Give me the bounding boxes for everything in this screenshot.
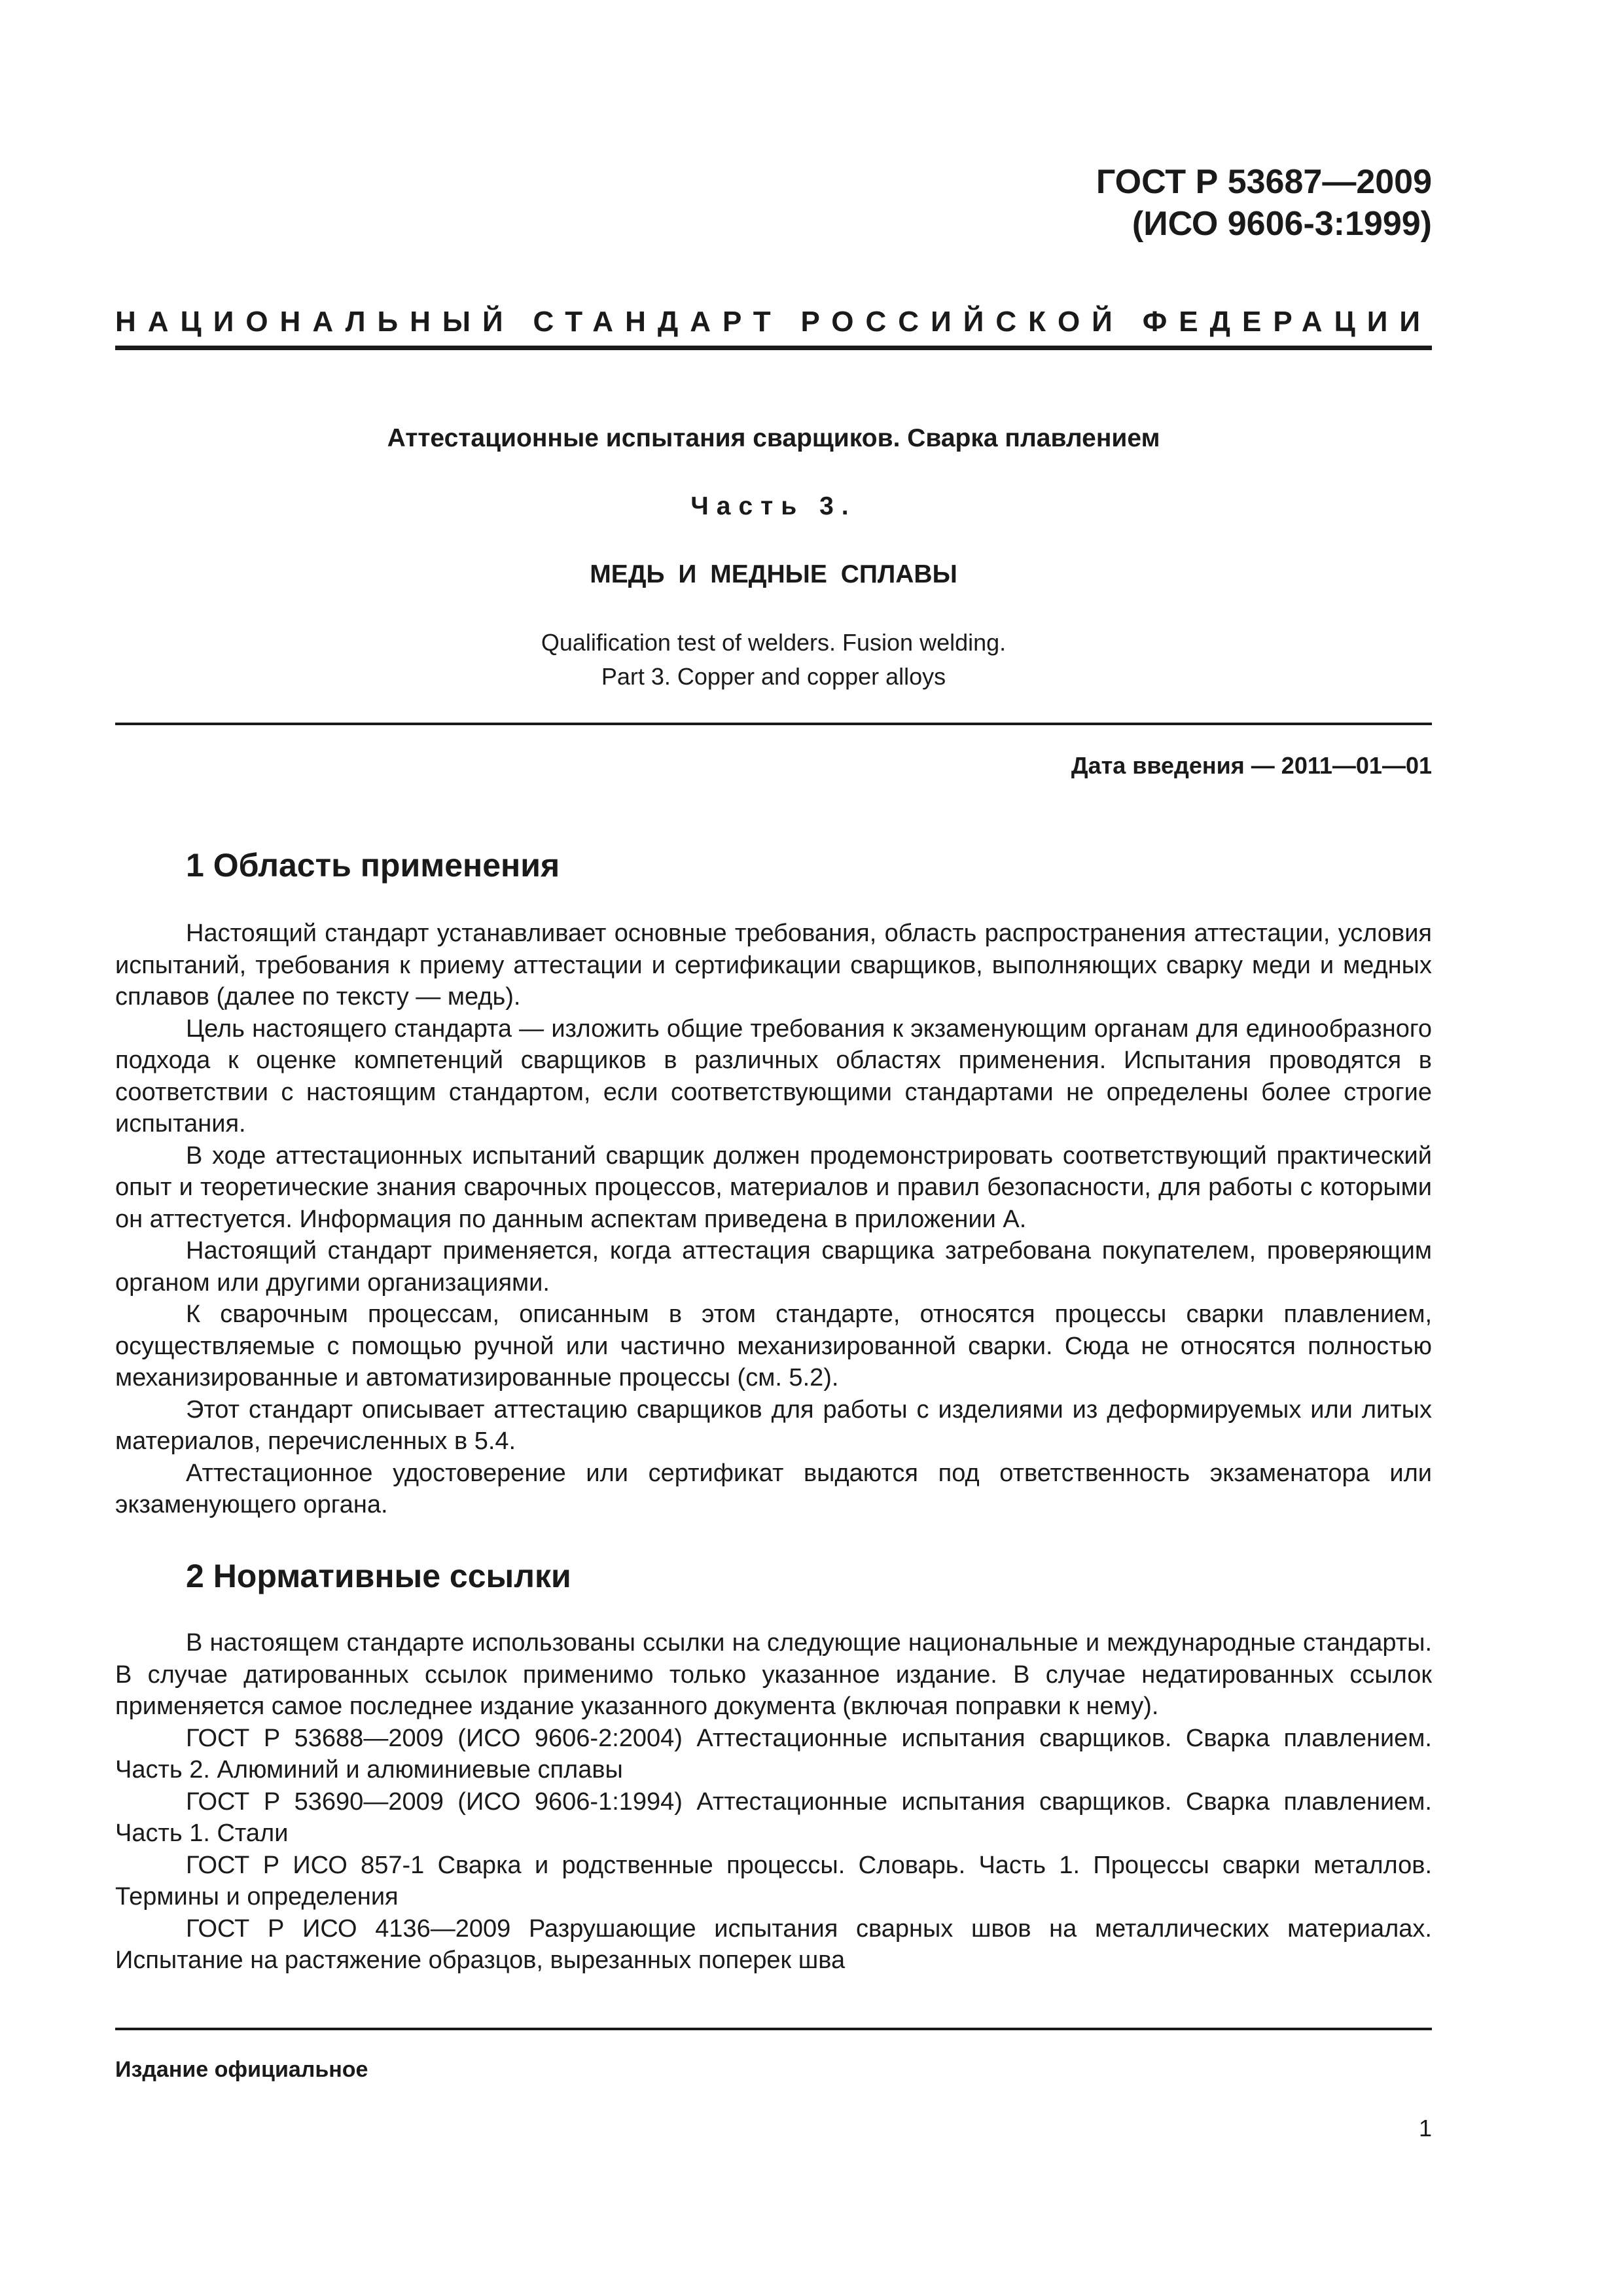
section1-body (115, 918, 1432, 1521)
english-title-line1: Qualification test of welders. Fusion welding. (541, 629, 1007, 656)
section1-paragraph: Настоящий стандарт применяется, когда аттестация сварщика затребована покупателем, проверяющим органом или другими организациями. (115, 1237, 1432, 1297)
section2-heading: 2 Нормативные ссылки (186, 1558, 571, 1594)
date-of-introduction: Дата введения — 2011—01—01 (1071, 752, 1432, 779)
national-title-word1: НАЦИОНАЛЬНЫЙ (115, 306, 515, 338)
section1-paragraph: Аттестационное удостоверение или сертификат выдаются под ответственность экзаменатора или экзаменующего органа. (115, 1459, 1432, 1518)
title-rule (115, 723, 1432, 725)
page-number: 1 (1418, 2115, 1432, 2142)
section2-paragraph: В настоящем стандарте использованы ссылки на следующие национальные и международные стандарты. В случае датированных ссылок применимо только указанное издание. В случае недатированных ссылок применяется самое последнее издание указанного документа (включая поправки к нему). (115, 1629, 1432, 1720)
official-edition-label: Издание официальное (115, 2057, 368, 2082)
standard-title: Аттестационные испытания сварщиков. Сварка плавлением (387, 424, 1160, 452)
national-standard-title (115, 302, 1432, 342)
document-code-line2: (ИСО 9606-3:1999) (1132, 205, 1432, 243)
section2-body (115, 1627, 1432, 1977)
header-rule (115, 346, 1432, 350)
section1-heading: 1 Область применения (186, 847, 560, 884)
document-code-line1: ГОСТ Р 53687—2009 (1096, 163, 1432, 201)
footer-rule (115, 2028, 1432, 2030)
national-title-word2: СТАНДАРТ (533, 306, 783, 338)
reference-item: ГОСТ Р ИСО 857-1 Сварка и родственные процессы. Словарь. Часть 1. Процессы сварки металлов. Термины и определения (115, 1851, 1432, 1910)
section1-paragraph: К сварочным процессам, описанным в этом стандарте, относятся процессы сварки плавлением, осуществляемые с помощью ручной или частично механизированной сварки. Сюда не относятся полностью механизированные и автоматизированные процессы (см. 5.2). (115, 1300, 1432, 1391)
standard-part: Часть 3. (690, 492, 857, 520)
national-title-word3: РОССИЙСКОЙ (800, 306, 1124, 338)
reference-item: ГОСТ Р 53688—2009 (ИСО 9606-2:2004) Аттестационные испытания сварщиков. Сварка плавлением. Часть 2. Алюминий и алюминиевые сплавы (115, 1724, 1432, 1784)
document-code (1096, 161, 1432, 245)
national-title-word4: ФЕДЕРАЦИИ (1142, 306, 1432, 338)
section1-paragraph: В ходе аттестационных испытаний сварщик должен продемонстрировать соответствующий практический опыт и теоретические знания сварочных процессов, материалов и правил безопасности, для работы с которыми он аттестуется. Информация по данным аспектам приведена в приложении А. (115, 1141, 1432, 1233)
section1-paragraph: Цель настоящего стандарта — изложить общие требования к экзаменующим органам для единообразного подхода к оценке компетенций сварщиков в различных областях применения. Испытания проводятся в соответствии с настоящим стандартом, если соответствующими стандартами не определены более строгие испытания. (115, 1014, 1432, 1138)
english-title (115, 626, 1432, 694)
english-title-line2: Part 3. Copper and copper alloys (601, 663, 946, 690)
section1-paragraph: Настоящий стандарт устанавливает основные требования, область распространения аттестации, условия испытаний, требования к приему аттестации и сертификации сварщиков, выполняющих сварку меди и медных сплавов (далее по тексту — медь). (115, 920, 1432, 1011)
standard-subject: МЕДЬ И МЕДНЫЕ СПЛАВЫ (590, 560, 957, 588)
reference-item: ГОСТ Р ИСО 4136—2009 Разрушающие испытания сварных швов на металлических материалах. Испытание на растяжение образцов, вырезанных поперек шва (115, 1914, 1432, 1974)
reference-item: ГОСТ Р 53690—2009 (ИСО 9606-1:1994) Аттестационные испытания сварщиков. Сварка плавлением. Часть 1. Стали (115, 1787, 1432, 1847)
section1-paragraph: Этот стандарт описывает аттестацию сварщиков для работы с изделиями из деформируемых или литых материалов, перечисленных в 5.4. (115, 1395, 1432, 1455)
